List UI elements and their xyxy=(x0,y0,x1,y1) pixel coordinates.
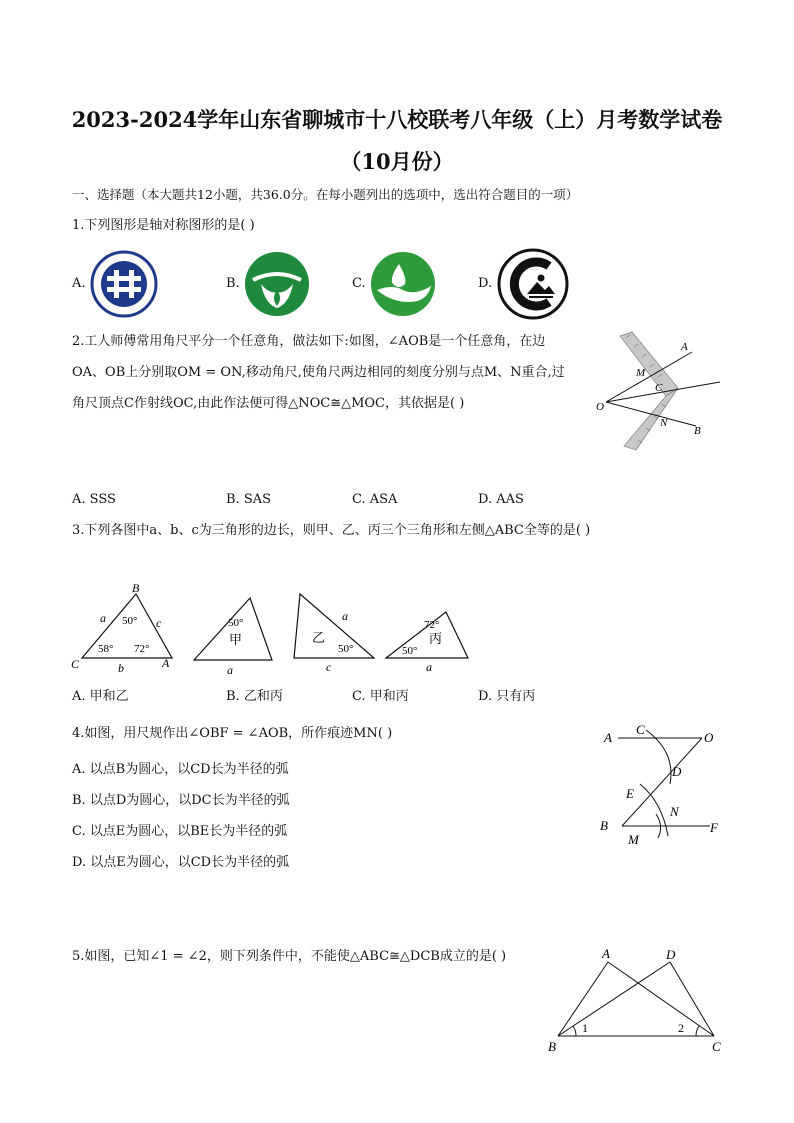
yi-side-c: c xyxy=(326,660,332,674)
label-n: N xyxy=(660,417,668,429)
yi-name: 乙 xyxy=(312,630,326,645)
logo-c-icon xyxy=(369,250,437,318)
q5-label-b: B xyxy=(548,1039,556,1054)
angle-2-arc xyxy=(696,1026,699,1036)
abc-label-c: C xyxy=(71,657,80,671)
q3-triangles-figure xyxy=(68,578,478,676)
bing-angle-50: 50° xyxy=(402,645,418,657)
label-c: C xyxy=(655,382,663,394)
abc-side-c: c xyxy=(156,616,162,630)
q5-label-c: C xyxy=(712,1039,721,1054)
q3-option-c[interactable]: C. 甲和丙 xyxy=(352,689,409,704)
line-dc xyxy=(670,962,714,1036)
line-ob xyxy=(622,738,702,826)
q3-option-d[interactable]: D. 只有丙 xyxy=(478,689,536,704)
q3-option-a[interactable]: A. 甲和乙 xyxy=(72,689,129,704)
arc-e xyxy=(640,784,668,836)
logo-b-icon xyxy=(243,250,311,318)
q2-option-a[interactable]: A. SSS xyxy=(72,492,116,507)
q4-label-d: D xyxy=(672,764,682,779)
q4-label-f: F xyxy=(710,820,718,835)
page-subtitle: （10月份） xyxy=(340,149,454,174)
q4-stem: 4.如图，用尺规作出∠OBF = ∠AOB，所作痕迹MN( ) xyxy=(72,726,393,741)
q4-option-c[interactable]: C. 以点E为圆心，以BE长为半径的弧 xyxy=(72,824,288,839)
q3-stem: 3.下列各图中a、b、c为三角形的边长，则甲、乙、丙三个三角形和左侧△ABC全等的是( ) xyxy=(72,523,591,538)
q2-option-d[interactable]: D. AAS xyxy=(478,492,524,507)
jia-name: 甲 xyxy=(229,632,243,647)
abc-side-a: a xyxy=(100,611,106,625)
logo-a-icon xyxy=(90,250,158,318)
abc-angle-b: 50° xyxy=(122,615,138,627)
q4-label-b: B xyxy=(600,818,608,833)
q4-option-b[interactable]: B. 以点D为圆心，以DC长为半径的弧 xyxy=(72,793,290,808)
abc-angle-c: 58° xyxy=(98,643,114,655)
q2-option-c[interactable]: C. ASA xyxy=(352,492,398,507)
q4-label-m: M xyxy=(628,832,639,847)
q4-construction-figure xyxy=(598,718,728,850)
bing-angle-72: 72° xyxy=(424,619,440,631)
bing-name: 丙 xyxy=(429,631,443,646)
q1-option-c[interactable]: C. xyxy=(352,276,366,291)
q2-angle-ruler-figure xyxy=(592,330,726,455)
q5-triangles-figure xyxy=(542,944,726,1056)
ruler-arm-upper xyxy=(620,332,678,396)
q4-label-a: A xyxy=(604,730,612,745)
q2-line1: 2.工人师傅常用角尺平分一个任意角，做法如下:如图，∠AOB是一个任意角，在边 xyxy=(72,334,546,349)
q4-label-c: C xyxy=(636,722,645,737)
q5-stem: 5.如图，已知∠1 = ∠2，则下列条件中，不能使△ABC≅△DCB成立的是( ) xyxy=(72,949,507,964)
section-header: 一、选择题（本大题共12小题，共36.0分。在每小题列出的选项中，选出符合题目的一项） xyxy=(72,187,579,202)
abc-label-b: B xyxy=(132,581,140,595)
q5-angle-2: 2 xyxy=(678,1021,684,1035)
q1-option-b[interactable]: B. xyxy=(226,276,240,291)
triangle-jia xyxy=(194,598,272,660)
angle-1-arc xyxy=(573,1026,576,1036)
q1-option-a[interactable]: A. xyxy=(72,276,86,291)
q2-option-b[interactable]: B. SAS xyxy=(226,492,272,507)
q5-label-d: D xyxy=(666,947,676,962)
yi-angle: 50° xyxy=(338,643,354,655)
bing-side-a: a xyxy=(426,660,432,674)
abc-side-b: b xyxy=(118,661,124,675)
q4-label-e: E xyxy=(626,786,634,801)
label-b: B xyxy=(694,425,701,437)
q4-label-o: O xyxy=(704,730,714,745)
yi-side-a: a xyxy=(342,609,348,623)
abc-angle-a: 72° xyxy=(134,643,150,655)
triangle-yi xyxy=(294,594,374,658)
q1-option-d[interactable]: D. xyxy=(478,276,493,291)
label-a: A xyxy=(681,341,688,353)
q4-option-d[interactable]: D. 以点E为圆心，以CD长为半径的弧 xyxy=(72,855,290,870)
label-m: M xyxy=(636,367,646,379)
q5-label-a: A xyxy=(602,946,610,961)
line-ac xyxy=(608,962,714,1036)
jia-angle: 50° xyxy=(228,617,244,629)
q4-option-a[interactable]: A. 以点B为圆心，以CD长为半径的弧 xyxy=(72,762,289,777)
page-title: 2023-2024学年山东省聊城市十八校联考八年级（上）月考数学试卷 xyxy=(71,107,723,132)
label-o: O xyxy=(596,401,604,413)
q1-stem: 1.下列图形是轴对称图形的是( ) xyxy=(72,218,255,233)
q3-option-b[interactable]: B. 乙和丙 xyxy=(226,689,283,704)
logo-d-icon xyxy=(497,248,569,320)
q2-line2: OA、OB上分别取OM = ON,移动角尺,使角尺两边相同的刻度分别与点M、N重合,过 xyxy=(72,365,565,380)
q2-line3: 角尺顶点C作射线OC,由此作法便可得△NOC≅△MOC，其依据是( ) xyxy=(72,396,465,411)
jia-side-a: a xyxy=(227,663,233,676)
line-bd xyxy=(558,962,670,1036)
q5-angle-1: 1 xyxy=(582,1021,588,1035)
q4-label-n: N xyxy=(670,804,679,819)
abc-label-a: A xyxy=(162,656,170,670)
